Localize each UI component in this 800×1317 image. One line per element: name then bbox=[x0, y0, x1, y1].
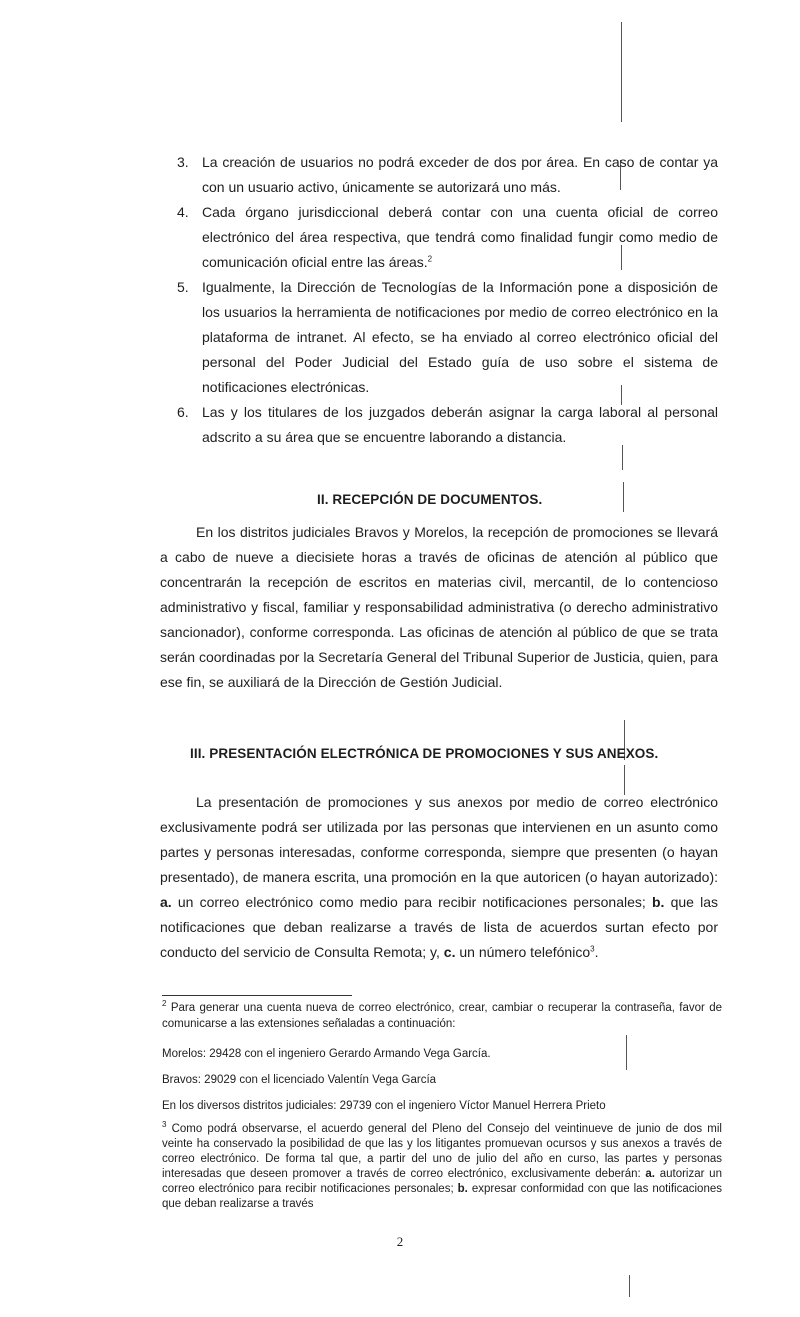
list-item bbox=[172, 275, 718, 400]
item-label: b. bbox=[651, 894, 665, 910]
body-paragraph bbox=[160, 520, 718, 695]
footnote-separator bbox=[162, 995, 352, 996]
item-label: a. bbox=[160, 894, 172, 910]
footnote-line: Bravos: 29029 con el licenciado Valentín Vega García bbox=[162, 1074, 437, 1086]
list-item-text: La creación de usuarios no podrá exceder de dos por área. En caso de contar ya con un usuario activo, únicamente se autorizará uno más. bbox=[202, 154, 718, 195]
list-item-number: 5. bbox=[177, 279, 189, 295]
item-label: a. bbox=[645, 1168, 655, 1180]
paragraph-text: un correo electrónico como medio para recibir notificaciones personales; bbox=[171, 894, 646, 910]
list-item-number: 6. bbox=[177, 404, 189, 420]
footnote-ref: 3 bbox=[590, 944, 595, 954]
list-item-number: 4. bbox=[177, 204, 189, 220]
footnote-line: Morelos: 29428 con el ingeniero Gerardo Armando Vega García. bbox=[162, 1048, 491, 1060]
footnote-mark: 3 bbox=[162, 1120, 167, 1130]
footnote-text: expresar conformidad con que las notificaciones que deban realizarse a través bbox=[162, 1183, 722, 1210]
footnote-2 bbox=[162, 1000, 722, 1032]
paragraph-text: un número telefónico bbox=[455, 944, 591, 960]
scan-artifact-line bbox=[621, 22, 622, 122]
list-item bbox=[172, 150, 718, 200]
footnote-line: En los diversos distritos judiciales: 29739 con el ingeniero Víctor Manuel Herrera Prieto bbox=[162, 1100, 606, 1112]
list-item-text: Las y los titulares de los juzgados deberán asignar la carga laboral al personal adscrito a su área que se encuentre laborando a distancia. bbox=[202, 404, 718, 445]
footnote-text: autorizar un correo electrónico para recibir notificaciones personales; bbox=[162, 1168, 722, 1195]
paragraph-text: En los distritos judiciales Bravos y Morelos, la recepción de promociones se llevará a cabo de nueve a diecisiete horas a través de oficinas de atención al público que concentrarán la recepción de escritos en materias civil, mercantil, de lo contencioso administrativo y fiscal, familiar y responsabilidad administrativa (o derecho administrativo sancionador), conforme corresponda. Las oficinas de atención al público de que se trata serán coordinadas por la Secretaría General del Tribunal Superior de Justicia, quien, para ese fin, se auxiliará de la Dirección de Gestión Judicial. bbox=[160, 524, 718, 690]
list-item-text: Cada órgano jurisdiccional deberá contar con una cuenta oficial de correo electrónico del área respectiva, que tendrá como finalidad fungir como medio de comunicación oficial entre las áreas. bbox=[202, 204, 718, 270]
paragraph-text: La presentación de promociones y sus anexos por medio de correo electrónico exclusivamente podrá ser utilizada por las personas que intervienen en un asunto como partes y personas interesadas, conforme corresponda, siempre que presenten (o hayan presentado), de manera escrita, una promoción en la que autoricen (o hayan autorizado): bbox=[160, 794, 718, 885]
section-heading: II. RECEPCIÓN DE DOCUMENTOS. bbox=[317, 492, 543, 507]
paragraph-text: que las notificaciones que deban realizarse a través de lista de acuerdos surtan efecto por conducto del servicio de Consulta Remota; y, bbox=[160, 894, 718, 960]
section-heading: III. PRESENTACIÓN ELECTRÓNICA DE PROMOCIONES Y SUS ANEXOS. bbox=[190, 746, 659, 761]
scan-artifact-line bbox=[623, 482, 624, 512]
footnote-3 bbox=[162, 1122, 722, 1212]
page-number: 2 bbox=[396, 1234, 404, 1249]
paragraph-text: . bbox=[594, 944, 599, 960]
list-item bbox=[172, 200, 718, 275]
item-label: c. bbox=[443, 944, 456, 960]
scan-artifact-line bbox=[629, 1275, 630, 1297]
numbered-list bbox=[172, 150, 718, 450]
footnote-ref: 2 bbox=[427, 254, 433, 264]
footnote-mark: 2 bbox=[162, 999, 167, 1009]
item-label: b. bbox=[457, 1183, 468, 1195]
list-item-text: Igualmente, la Dirección de Tecnologías de la Información pone a disposición de los usuarios la herramienta de notificaciones por medio de correo electrónico en la plataforma de intranet. Al efecto, se ha enviado al correo electrónico oficial del personal del Poder Judicial del Estado guía de uso sobre el sistema de notificaciones electrónicas. bbox=[202, 279, 718, 395]
footnote-text: Como podrá observarse, el acuerdo general del Pleno del Consejo del veintinueve de junio de dos mil veinte ha conservado la posibilidad de que las y los litigantes promuevan ocursos y sus anexos a través de correo electrónico. De forma tal que, a partir del uno de julio del año en curso, las partes y personas interesadas que deseen promover a través de correo electrónico, exclusivamente deberán: bbox=[162, 1123, 722, 1180]
body-paragraph bbox=[160, 790, 718, 965]
list-item bbox=[172, 400, 718, 450]
list-item-number: 3. bbox=[177, 154, 189, 170]
footnote-text: Para generar una cuenta nueva de correo electrónico, crear, cambiar o recuperar la contraseña, favor de comunicarse a las extensiones señaladas a continuación: bbox=[162, 1002, 722, 1030]
